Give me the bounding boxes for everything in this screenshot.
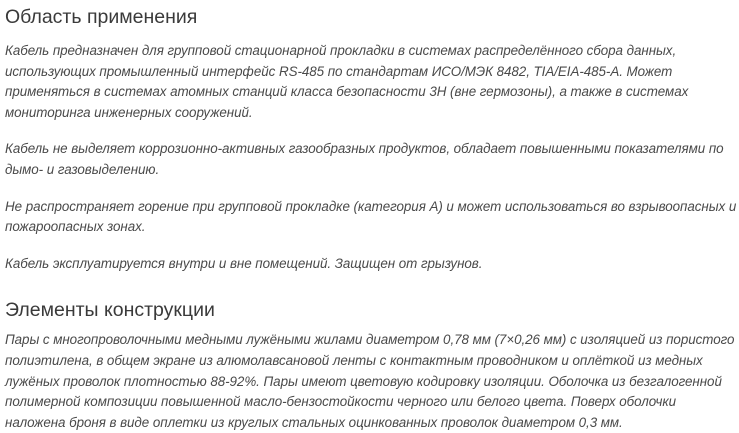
application-paragraph-purpose: Кабель предназначен для групповой стационарной прокладки в системах распределённого сбора данных, использующих промышленный интерфейс RS-485 по стандартам ИСО/МЭК 8482, TIA/EIA-485-A. Может применяться в системах атомных станций класса безопасности 3Н (вне гермозоны), а также в системах мониторинга инженерных сооружений. — [5, 43, 689, 120]
application-paragraph-operation: Кабель эксплуатируется внутри и вне помещений. Защищен от грызунов. — [5, 255, 483, 271]
product-description — [5, 0, 737, 433]
construction-paragraph: Пары с многопроволочными медными лужёными жилами диаметром 0,78 мм (7×0,26 мм) с изоляцией из пористого полиэтилена, в общем экране из алюмолавсановой ленты с контактным проводником и оплёткой из медных лужёных проволок плотностью 88-92%. Пары имеют цветовую кодировку изоляции. Оболочка из безгалогенной полимерной композиции повышенной масло-бензостойкости черного или белого цвета. Поверх оболочки наложена броня в виде оплетки из круглых стальных оцинкованных проволок диаметром 0,3 мм. — [5, 332, 735, 430]
application-paragraph-fire-safety: Не распространяет горение при групповой прокладке (категория А) и может использоваться во взрывоопасных и пожароопасных зонах. — [5, 198, 737, 235]
application-paragraph-emissions: Кабель не выделяет коррозионно-активных газообразных продуктов, обладает повышенными показателями по дымо- и газовыделению. — [5, 141, 724, 177]
section-application-area — [5, 5, 737, 274]
section-title-application-area: Область применения — [5, 6, 198, 28]
section-title-construction-elements: Элементы конструкции — [5, 299, 215, 322]
section-construction-elements — [5, 298, 737, 433]
